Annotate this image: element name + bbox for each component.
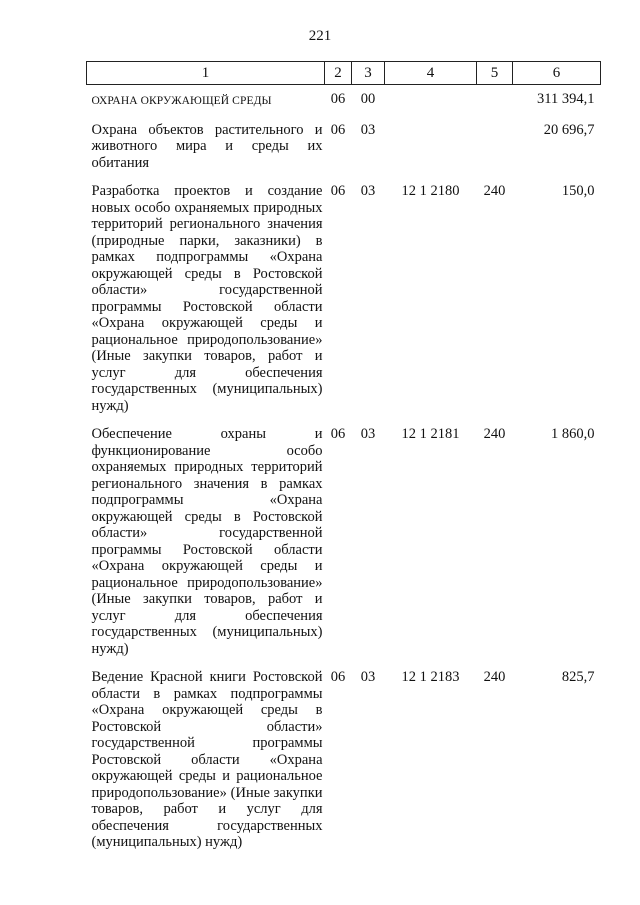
row-amount: 150,0 <box>561 183 595 199</box>
budget-table <box>86 61 601 851</box>
row-expense-type: 240 <box>483 669 506 685</box>
row-amount: 825,7 <box>561 669 595 685</box>
page-number: 221 <box>308 28 332 44</box>
header-col-6: 6 <box>513 62 601 85</box>
row-name: Обеспечение охраны и функционирование особо охраняемых природных территорий регионального значения в рамках подпрограммы «Охрана окружающей среды в Ростовской области» государственной программы Ростовской области «Охрана окружающей среды и рациональное природопользование» (Иные закупки товаров, работ и услуг для обеспечения государственных (муниципальных) нужд) <box>91 426 323 657</box>
row-subsection-code: 03 <box>360 121 376 138</box>
row-name: Разработка проектов и создание новых особо охраняемых природных территорий регионального значения (природные парки, заказники) в рамках подпрограммы «Охрана окружающей среды в Ростовской области» государственной программы Ростовской области «Охрана окружающей среды и рациональное природопользование» (Иные закупки товаров, работ и услуг для обеспечения государственных (муниципальных) нужд) <box>91 183 323 414</box>
row-section-code: 06 <box>330 121 346 138</box>
row-target-article <box>385 110 477 172</box>
header-col-2: 2 <box>325 62 352 85</box>
row-amount: 1 860,0 <box>551 426 595 442</box>
row-section-code: 06 <box>330 426 346 442</box>
row-amount: 20 696,7 <box>543 121 595 138</box>
row-name: Ведение Красной книги Ростовской области в рамках подпрограммы «Охрана окружающей среды в Ростовской области» государственной программы Ростовской области «Охрана окружающей среды и рациональное природопользование» (Иные закупки товаров, работ и услуг для обеспечения государственных (муниципальных) нужд) <box>91 669 323 850</box>
row-expense-type <box>477 85 513 110</box>
header-col-3: 3 <box>352 62 385 85</box>
row-subsection-code: 03 <box>360 426 376 442</box>
row-target-article: 12 1 2181 <box>401 426 460 442</box>
row-target-article <box>385 85 477 110</box>
row-section-code: 06 <box>330 669 346 685</box>
table-header-row <box>87 62 601 85</box>
row-section-code: 06 <box>330 183 346 199</box>
table-row <box>87 110 601 172</box>
header-col-5: 5 <box>477 62 513 85</box>
row-amount: 311 394,1 <box>537 91 595 107</box>
row-expense-type <box>477 110 513 172</box>
header-col-1: 1 <box>87 62 325 85</box>
row-name: ОХРАНА ОКРУЖАЮЩЕЙ СРЕДЫ <box>91 95 272 107</box>
table-row <box>87 414 601 657</box>
row-target-article: 12 1 2180 <box>401 183 460 199</box>
table-row <box>87 85 601 110</box>
header-col-4: 4 <box>385 62 477 85</box>
row-name: Охрана объектов растительного и животного мира и среды их обитания <box>91 121 323 171</box>
row-subsection-code: 03 <box>360 183 376 199</box>
row-subsection-code: 00 <box>360 91 376 107</box>
row-expense-type: 240 <box>483 183 506 199</box>
row-subsection-code: 03 <box>360 669 376 685</box>
row-target-article: 12 1 2183 <box>401 669 460 685</box>
table-row <box>87 171 601 414</box>
row-expense-type: 240 <box>483 426 506 442</box>
row-section-code: 06 <box>330 91 346 107</box>
table-row <box>87 657 601 851</box>
